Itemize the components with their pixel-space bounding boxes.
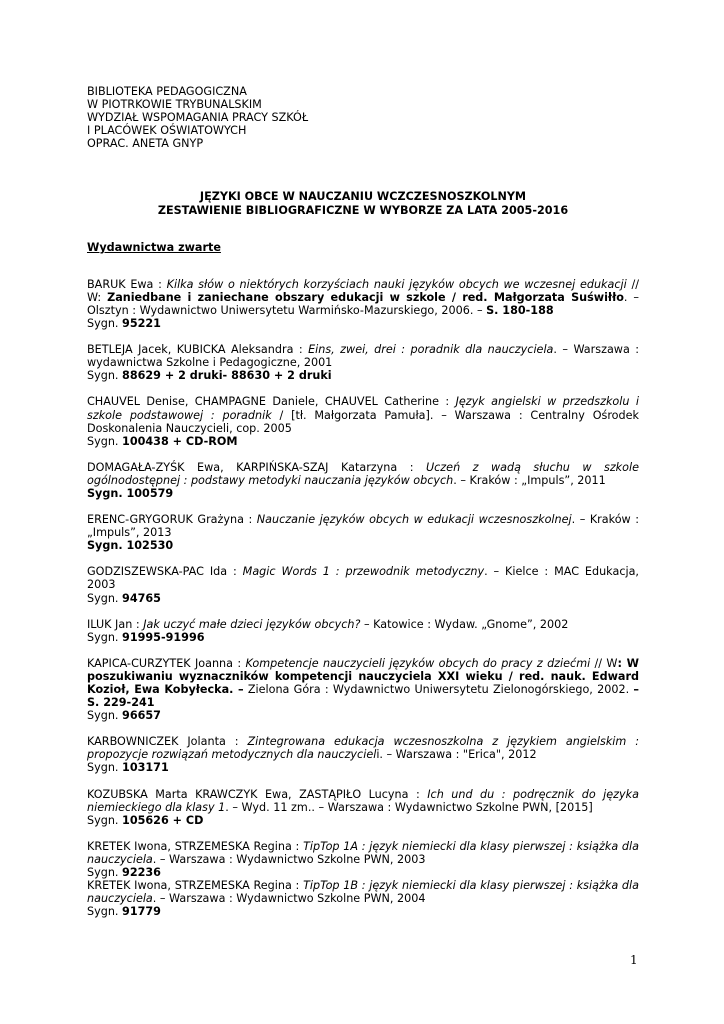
entry-publication: . – Warszawa : Wydawnictwo Szkolne PWN, 2004 xyxy=(152,892,426,906)
entry-title: Zintegrowana edukacja wczesnoszkolna z językiem angielskim : propozycje rozwiązań metodycznych dla nauczyciel xyxy=(87,735,639,762)
header-line-1: BIBLIOTEKA PEDAGOGICZNA xyxy=(87,85,247,98)
title-line-2: ZESTAWIENIE BIBLIOGRAFICZNE W WYBORZE ZA LATA 2005-2016 xyxy=(157,203,569,217)
entry-separator: // W xyxy=(590,656,618,670)
entry-publication: – Katowice : Wydaw. „Gnome”, 2002 xyxy=(360,617,569,631)
bibliography-entry xyxy=(87,840,639,879)
call-number-value: 100438 + CD-ROM xyxy=(122,434,238,448)
entry-author: KRETEK Iwona, STRZEMESKA Regina : xyxy=(87,839,304,853)
header-line-4: I PLACÓWEK OŚWIATOWYCH xyxy=(87,124,247,138)
entry-call-number xyxy=(87,369,639,382)
entry-pages: – S. 229-241 xyxy=(87,683,639,710)
entry-publication: . – Olsztyn : Wydawnictwo Uniwersytetu Warmińsko-Mazurskiego, 2006. – xyxy=(87,290,639,317)
entry-title: Eins, zwei, drei : poradnik dla nauczyciela xyxy=(308,343,554,357)
bibliography-entry xyxy=(87,618,639,644)
entry-title: Jak uczyć małe dzieci języków obcych? xyxy=(143,617,361,631)
entry-author: CHAUVEL Denise, CHAMPAGNE Daniele, CHAUVEL Catherine : xyxy=(87,395,456,409)
entry-author: BARUK Ewa : xyxy=(87,277,167,291)
bibliography-entry xyxy=(87,343,639,382)
entry-publication: i. – Warszawa : "Erica", 2012 xyxy=(376,748,537,762)
document-title xyxy=(87,190,639,216)
entry-publication: . – Kielce : MAC Edukacja, 2003 xyxy=(87,565,639,592)
entry-author: ILUK Jan : xyxy=(87,617,144,631)
entry-title: Nauczanie języków obcych w edukacji wczesnoszkolnej xyxy=(256,513,572,527)
call-number-value: 88629 + 2 druki- 88630 + 2 druki xyxy=(122,369,332,383)
entry-title: Kompetencje nauczycieli języków obcych do pracy z dziećmi xyxy=(245,656,591,670)
entry-call-number xyxy=(87,317,639,330)
entry-author: DOMAGAŁA-ZYŚK Ewa, KARPIŃSKA-SZAJ Katarzyna : xyxy=(87,460,426,474)
entry-call-number xyxy=(87,905,639,918)
call-number-label: Sygn. xyxy=(87,709,123,723)
call-number-value: 91779 xyxy=(122,905,161,919)
call-number-value: Sygn. 100579 xyxy=(87,486,174,500)
bibliography-entry xyxy=(87,879,639,918)
bibliography-list xyxy=(87,278,639,919)
call-number-label: Sygn. xyxy=(87,591,123,605)
call-number-label: Sygn. xyxy=(87,317,123,331)
entry-call-number xyxy=(87,631,639,644)
entry-call-number xyxy=(87,761,639,774)
page-number: 1 xyxy=(630,953,638,967)
call-number-label: Sygn. xyxy=(87,813,123,827)
header-line-3: WYDZIAŁ WSPOMAGANIA PRACY SZKÓŁ xyxy=(87,111,309,125)
entry-call-number xyxy=(87,814,639,827)
header-line-5: OPRAC. ANETA GNYP xyxy=(87,137,204,151)
call-number-label: Sygn. xyxy=(87,905,123,919)
entry-source: : W poszukiwaniu wyznaczników kompetencji nauczyciela XXI wieku / red. nauk. Edward Kozioł, Ewa Kobyłecka. – xyxy=(87,656,639,696)
entry-author: KRETEK Iwona, STRZEMESKA Regina : xyxy=(87,879,304,893)
entry-publication: . – Warszawa : wydawnictwa Szkolne i Pedagogiczne, 2001 xyxy=(87,343,640,370)
call-number-label: Sygn. xyxy=(87,866,123,880)
call-number-value: 94765 xyxy=(122,591,161,605)
entry-separator: // W: xyxy=(87,277,639,304)
entry-author: KARBOWNICZEK Jolanta : xyxy=(87,735,248,749)
header-line-2: W PIOTRKOWIE TRYBUNALSKIM xyxy=(87,98,262,112)
entry-call-number xyxy=(87,539,639,552)
bibliography-entry xyxy=(87,461,639,500)
entry-publication: . – Kraków : „Impuls”, 2011 xyxy=(453,473,606,487)
section-heading: Wydawnictwa zwarte xyxy=(87,240,221,254)
entry-call-number xyxy=(87,487,639,500)
institution-header xyxy=(87,85,639,150)
bibliography-entry xyxy=(87,278,639,330)
entry-author: ERENC-GRYGORUK Grażyna : xyxy=(87,513,257,527)
entry-title: Magic Words 1 : przewodnik metodyczny xyxy=(242,565,485,579)
entry-author: BETLEJA Jacek, KUBICKA Aleksandra : xyxy=(87,343,309,357)
entry-call-number xyxy=(87,435,639,448)
call-number-value: Sygn. 102530 xyxy=(87,539,174,553)
entry-author: KOZUBSKA Marta KRAWCZYK Ewa, ZASTĄPIŁO Lucyna : xyxy=(87,787,428,801)
bibliography-entry xyxy=(87,395,639,447)
entry-title: Ich und du : podręcznik do języka niemieckiego dla klasy 1 xyxy=(87,787,639,814)
call-number-label: Sygn. xyxy=(87,369,123,383)
bibliography-entry xyxy=(87,657,639,722)
entry-source: Zaniedbane i zaniechane obszary edukacji w szkole / red. Małgorzata Suświłło xyxy=(107,290,624,304)
call-number-value: 91995-91996 xyxy=(122,630,205,644)
call-number-value: 103171 xyxy=(122,761,169,775)
document-page xyxy=(87,85,639,918)
entry-title: Uczeń z wadą słuchu w szkole ogólnodostępnej : podstawy metodyki nauczania języków obcych xyxy=(87,460,640,487)
bibliography-entry xyxy=(87,788,639,827)
call-number-label: Sygn. xyxy=(87,630,123,644)
call-number-value: 96657 xyxy=(122,709,161,723)
entry-title: TipTop 1B : język niemiecki dla klasy pierwszej : książka dla nauczyciela xyxy=(87,879,639,906)
entry-title: TipTop 1A : język niemiecki dla klasy pierwszej : książka dla nauczyciela xyxy=(87,839,639,866)
entry-call-number xyxy=(87,592,639,605)
entry-title: Język angielski w przedszkolu i szkole podstawowej : poradnik xyxy=(87,395,639,422)
entry-title: Kilka słów o niektórych korzyściach nauki języków obcych we wczesnej edukacji xyxy=(166,277,627,291)
call-number-label: Sygn. xyxy=(87,761,123,775)
bibliography-entry xyxy=(87,565,639,604)
bibliography-entry xyxy=(87,735,639,774)
entry-publication: . – Kraków : „Impuls”, 2013 xyxy=(87,513,639,540)
entry-call-number xyxy=(87,709,639,722)
entry-author: GODZISZEWSKA-PAC Ida : xyxy=(87,565,243,579)
bibliography-entry xyxy=(87,513,639,552)
entry-publication: . – Warszawa : Wydawnictwo Szkolne PWN, 2003 xyxy=(152,852,426,866)
call-number-value: 95221 xyxy=(122,317,161,331)
entry-call-number xyxy=(87,866,639,879)
entry-publication: / [tł. Małgorzata Pamuła]. – Warszawa : Centralny Ośrodek Doskonalenia Nauczycieli, cop. 2005 xyxy=(87,408,639,435)
call-number-value: 105626 + CD xyxy=(122,813,204,827)
entry-publication: Zielona Góra : Wydawnictwo Uniwersytetu Zielonogórskiego, 2002. xyxy=(243,683,634,696)
entry-author: KAPICA-CURZYTEK Joanna : xyxy=(87,656,246,670)
call-number-label: Sygn. xyxy=(87,434,123,448)
entry-publication: . – Wyd. 11 zm.. – Warszawa : Wydawnictwo Szkolne PWN, [2015] xyxy=(225,800,593,814)
entry-pages: S. 180-188 xyxy=(486,303,554,317)
title-line-1: JĘZYKI OBCE W NAUCZANIU WCZCZESNOSZKOLNYM xyxy=(199,190,527,204)
call-number-value: 92236 xyxy=(122,866,161,880)
